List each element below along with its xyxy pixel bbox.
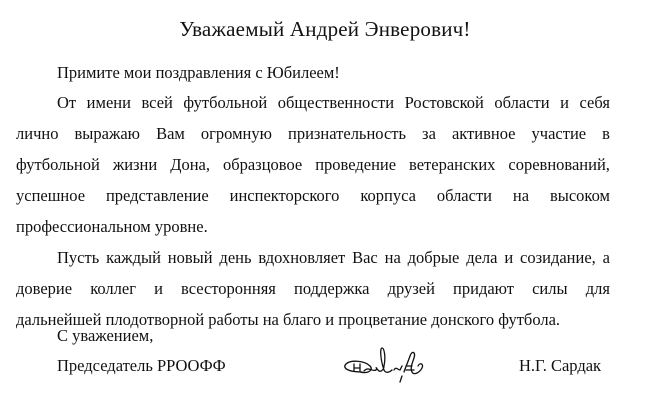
paragraph-2-line-1: Пусть каждый новый день вдохновляет Вас на добрые дела и созидание, а xyxy=(57,248,610,267)
paragraph-1-line-1: От имени всей футбольной общественности Ростовской области и себя xyxy=(57,93,610,112)
paragraph-1-line-5: профессиональном уровне. xyxy=(16,217,208,236)
paragraph-2-line-2: доверие коллег и всесторонняя поддержка друзей придают силы для xyxy=(16,279,610,298)
signature-icon xyxy=(340,342,440,384)
paragraph-1-line-2: лично выражаю Вам огромную признательность за активное участие в xyxy=(16,124,610,143)
closing-line: С уважением, xyxy=(57,326,154,345)
paragraph-2-line-3: дальнейшей плодотворной работы на благо и процветание донского футбола. xyxy=(16,310,561,329)
greeting-line: Примите мои поздравления с Юбилеем! xyxy=(57,63,340,82)
paragraph-1-line-3: футбольной жизни Дона, образцовое проведение ветеранских соревнований, xyxy=(16,155,610,174)
salutation-heading: Уважаемый Андрей Энверович! xyxy=(179,17,471,41)
signer-name: Н.Г. Сардак xyxy=(519,356,602,375)
signer-title: Председатель РРООФФ xyxy=(57,356,226,375)
paragraph-1-line-4: успешное представление инспекторского корпуса области на высоком xyxy=(16,186,610,205)
